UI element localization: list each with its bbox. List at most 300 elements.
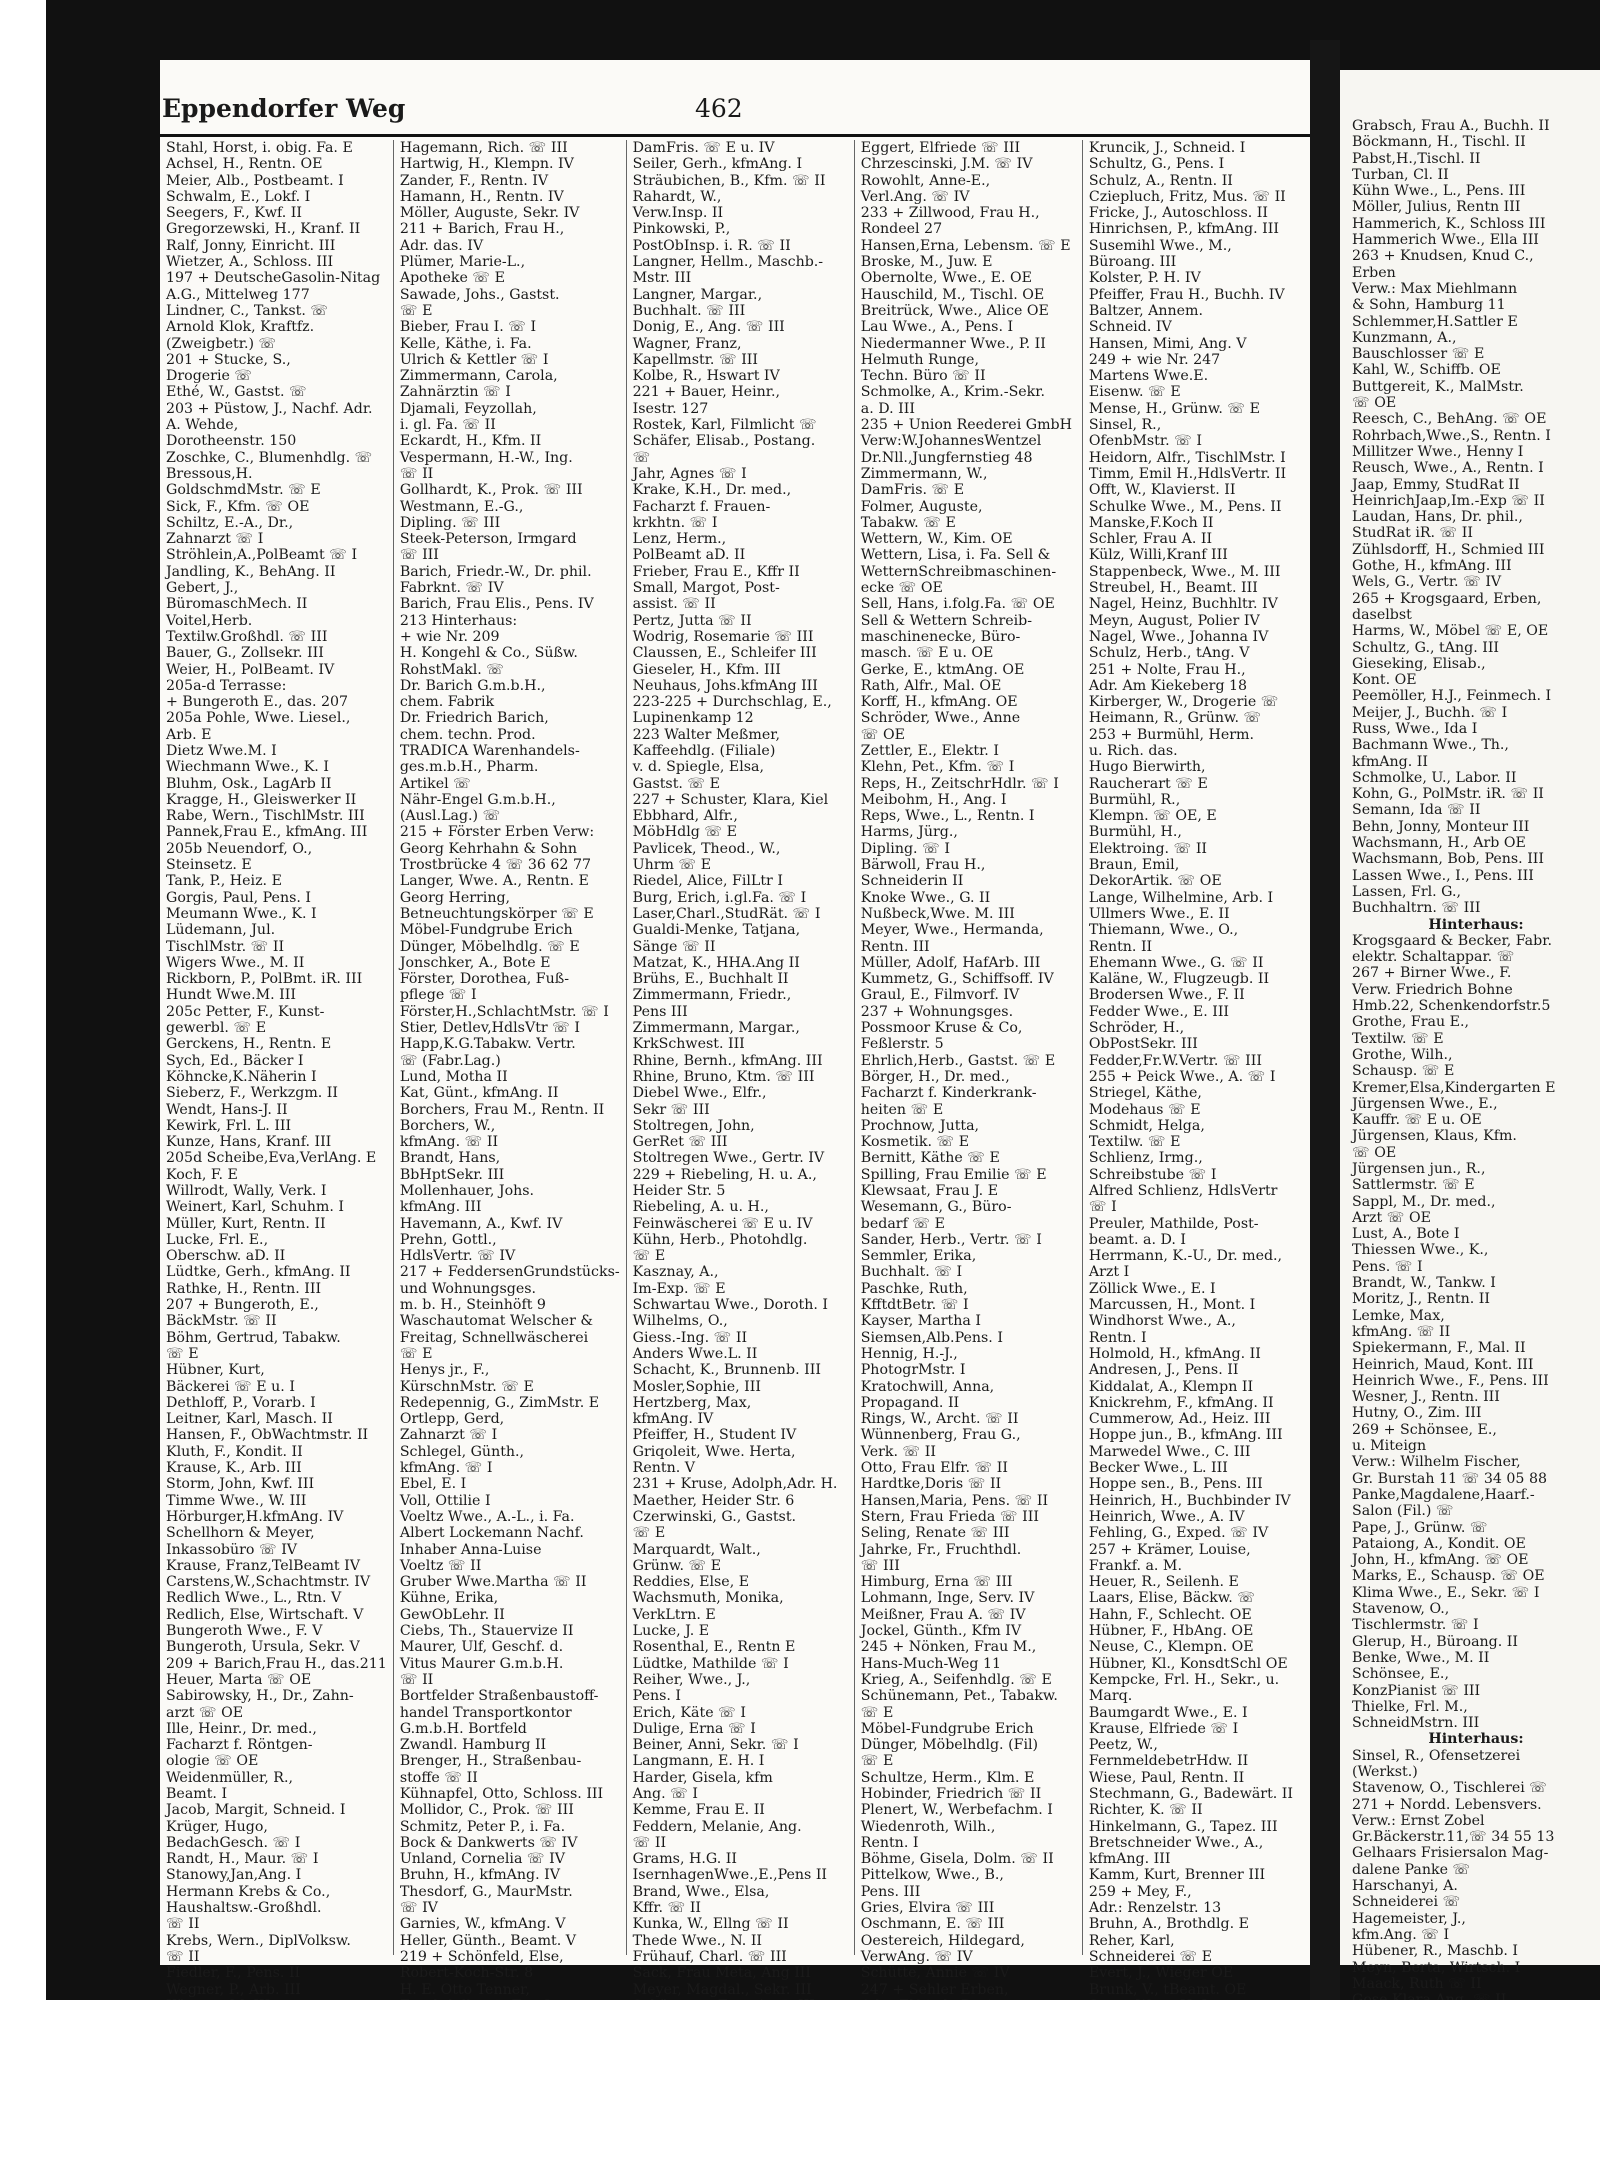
directory-entry: Kummetz, G., Schiffsoff. IV bbox=[860, 971, 1054, 988]
directory-entry: Dr. Friedrich Barich, bbox=[399, 710, 549, 727]
directory-entry: Sabirowsky, H., Dr., Zahn- bbox=[166, 1688, 354, 1705]
directory-entry: Hinrichsen, P., kfmAng. III bbox=[1088, 221, 1279, 238]
directory-entry: Gruber Wwe.Martha ☏ II bbox=[399, 1574, 587, 1591]
directory-entry: Oestereich, Hildegard, bbox=[860, 1932, 1025, 1949]
directory-entry: Semann, Ida ☏ II bbox=[1352, 802, 1481, 819]
directory-entry: Paschke, Ruth, bbox=[860, 1280, 968, 1297]
directory-entry: Burg, Erich, i.gl.Fa. ☏ I bbox=[632, 889, 807, 906]
directory-entry: Riedel, Alice, FilLtr I bbox=[632, 873, 783, 890]
directory-entry: Small, Margot, Post- bbox=[632, 580, 780, 597]
directory-entry: Eggert, Elfriede ☏ III bbox=[860, 140, 1021, 156]
directory-entry: Hübener, R., Maschb. I bbox=[1352, 1943, 1519, 1960]
directory-entry: Windhorst Wwe., A., bbox=[1088, 1313, 1236, 1330]
directory-entry: kfmAng. ☏ I bbox=[399, 1460, 493, 1477]
directory-entry: KrkSchwest. III bbox=[632, 1036, 745, 1053]
directory-entry: kfm.Ang. ☏ I bbox=[1352, 1926, 1450, 1943]
directory-entry: Gelhaars Frisiersalon Mag- bbox=[1352, 1845, 1549, 1862]
directory-entry: 247 + Sehler Erben, bbox=[860, 1981, 1009, 1998]
directory-entry: Himburg, Erna ☏ III bbox=[860, 1574, 1013, 1591]
directory-entry: Heuer, R., Seilenh. E bbox=[1088, 1574, 1239, 1591]
directory-entry: Tank, P., Heiz. E bbox=[166, 873, 282, 890]
directory-entry: ☏ III bbox=[860, 1557, 900, 1574]
directory-entry: Bauer, G., Zollsekr. III bbox=[166, 645, 324, 662]
directory-entry: Trostbrücke 4 ☏ 36 62 77 bbox=[399, 857, 592, 874]
directory-entry: Neuhaus, Johs.kfmAng III bbox=[632, 677, 818, 694]
directory-entry: Buchhaltrn. ☏ III bbox=[1352, 900, 1481, 917]
directory-entry: Lassen Wwe., I., Pens. III bbox=[1352, 867, 1534, 884]
directory-entry: Bungeroth Wwe., F. V bbox=[166, 1623, 323, 1640]
directory-entry: 215 + Förster Erben Verw: bbox=[399, 824, 595, 841]
directory-entry: chem. Fabrik bbox=[399, 694, 495, 711]
directory-entry: Schreibstube ☏ I bbox=[1088, 1166, 1217, 1183]
directory-page-left bbox=[160, 60, 1310, 1998]
directory-entry: ☏ E bbox=[632, 1525, 666, 1542]
directory-entry: Kffr. ☏ II bbox=[632, 1900, 702, 1917]
directory-entry: Henys jr., F., bbox=[399, 1362, 490, 1379]
directory-entry: Schmidt, Helga, bbox=[1088, 1117, 1205, 1134]
directory-entry: Klima Wwe., E., Sekr. ☏ I bbox=[1352, 1584, 1540, 1601]
directory-entry: Manske,F.Koch II bbox=[1088, 514, 1214, 531]
directory-entry: ☏ E bbox=[860, 1704, 894, 1721]
directory-entry: Kunzmann, A., bbox=[1352, 329, 1457, 346]
directory-entry: Gothe, H., kfmAng. III bbox=[1352, 558, 1512, 575]
directory-entry: Wendt, Hans-J. II bbox=[166, 1101, 288, 1118]
directory-entry: Schulz, Herb., tAng. V bbox=[1088, 645, 1250, 662]
directory-entry: Moritz, J., Rentn. II bbox=[1352, 1291, 1490, 1308]
directory-entry: Dünger, Möbelhdlg. ☏ E bbox=[399, 938, 580, 955]
directory-entry: Schacht, K., Brunnenb. III bbox=[632, 1362, 821, 1379]
directory-entry: Redlich Wwe., L., Rtn. V bbox=[166, 1590, 342, 1607]
directory-entry: Grabsch, Frau A., Buchh. II bbox=[1352, 118, 1550, 134]
directory-entry: Wels, G., Vertr. ☏ IV bbox=[1352, 574, 1502, 591]
directory-entry: Salon (Fil.) ☏ bbox=[1352, 1503, 1454, 1520]
directory-entry: ☏ II bbox=[399, 465, 434, 482]
directory-entry: Schütte, Annie ☏ IV bbox=[860, 1965, 1010, 1982]
directory-entry: Ciebs, Th., Stauervize II bbox=[399, 1623, 574, 1640]
directory-entry: 233 + Zillwood, Frau H., bbox=[860, 205, 1040, 222]
directory-entry: Kamm, Kurt, Brenner III bbox=[1088, 1867, 1266, 1884]
directory-entry: SchneidMstrn. III bbox=[1352, 1715, 1480, 1732]
directory-entry: Breitrück, Wwe., Alice OE bbox=[860, 302, 1049, 319]
directory-entry: StudRat iR. ☏ II bbox=[1352, 525, 1474, 542]
directory-entry: Thiessen Wwe., K., bbox=[1352, 1242, 1489, 1259]
directory-entry: Arzt ☏ OE bbox=[1352, 1209, 1431, 1226]
directory-entry: Schwartau Wwe., Doroth. I bbox=[632, 1297, 829, 1314]
directory-entry: Adr.: Renzelstr. 13 bbox=[1088, 1900, 1222, 1917]
directory-entry: Hauschild, M., Tischl. OE bbox=[860, 286, 1045, 303]
directory-entry: Schneiderei ☏ bbox=[1352, 1894, 1461, 1911]
directory-entry: Heimann, R., Grünw. ☏ bbox=[1088, 710, 1262, 727]
directory-entry: Stier, Detlev,HdlsVtr ☏ I bbox=[399, 1020, 581, 1037]
directory-entry: Havemann, A., Kwf. IV bbox=[399, 1215, 563, 1232]
directory-entry: Tabakw. ☏ E bbox=[860, 514, 956, 531]
directory-entry: Behn, Jonny, Monteur III bbox=[1352, 818, 1530, 835]
directory-entry: Seiler, Gerh., kfmAng. I bbox=[632, 156, 803, 173]
directory-entry: Hammerich, K., Schloss III bbox=[1352, 215, 1546, 232]
directory-entry: Harschanyi, A. bbox=[1352, 1878, 1458, 1895]
directory-entry: Verw.: Wilhelm Fischer, bbox=[1352, 1454, 1521, 1471]
directory-entry: a. D. III bbox=[860, 400, 915, 417]
directory-entry: ☏ E bbox=[860, 1753, 894, 1770]
directory-entry: Weinert, Karl, Schuhm. I bbox=[166, 1199, 344, 1216]
directory-entry: Grams, H.G. II bbox=[632, 1851, 737, 1868]
directory-entry: Zoschke, C., Blumenhdlg. ☏ bbox=[166, 449, 373, 466]
directory-entry: Schlemmer,H.Sattler E bbox=[1352, 313, 1518, 330]
directory-entry: Pens. ☏ I bbox=[1352, 1258, 1423, 1275]
directory-entry: Plenert, W., Werbefachm. I bbox=[860, 1802, 1053, 1819]
directory-entry: Neuse, C., Klempn. OE bbox=[1088, 1639, 1254, 1656]
directory-entry: Kosmetik. ☏ E bbox=[860, 1134, 970, 1151]
directory-entry: A.G., Mittelweg 177 bbox=[166, 286, 310, 303]
directory-entry: Fehling, G., Exped. ☏ IV bbox=[1088, 1525, 1269, 1542]
directory-entry: Wigers Wwe., M. II bbox=[166, 954, 305, 971]
directory-entry: Reps, H., ZeitschrHdlr. ☏ I bbox=[860, 775, 1059, 792]
directory-entry: Hinkelmann, G., Tapez. III bbox=[1088, 1818, 1278, 1835]
directory-entry: Frankf. a. M. bbox=[1088, 1557, 1182, 1574]
directory-entry: Schröder, H., bbox=[1088, 1020, 1185, 1037]
directory-entry: Raucherart ☏ E bbox=[1088, 775, 1208, 792]
directory-entry: Barich, Friedr.-W., Dr. phil. bbox=[399, 563, 592, 580]
directory-entry: Wiechmann Wwe., K. I bbox=[166, 759, 329, 776]
directory-entry: Rath, Alfr., Mal. OE bbox=[860, 677, 1002, 694]
directory-entry: Diebel Wwe., Elfr., bbox=[632, 1085, 767, 1102]
directory-entry: Maack, Ruth ☏ II bbox=[1352, 1975, 1482, 1992]
directory-entry: Gr.Bäckerstr.11,☏ 34 55 13 bbox=[1352, 1829, 1555, 1846]
page-number: 462 bbox=[695, 94, 743, 123]
directory-entry: u. Rich. das. bbox=[1088, 742, 1178, 759]
directory-entry: Hagemeister, J., bbox=[1352, 1910, 1466, 1927]
directory-entry: Ullmers Wwe., E. II bbox=[1088, 905, 1230, 922]
directory-entry: Schäfer, Elisab., Postang. bbox=[632, 433, 816, 450]
directory-entry: Borchers, W., bbox=[399, 1117, 496, 1134]
directory-entry: Hansen,Erna, Lebensm. ☏ E bbox=[860, 237, 1071, 254]
directory-entry: Schneiderin II bbox=[860, 873, 964, 890]
directory-entry: Russ, Wwe., Ida I bbox=[1352, 720, 1478, 737]
directory-entry: BedachGesch. ☏ I bbox=[166, 1834, 301, 1851]
directory-entry: Gieseking, Elisab., bbox=[1352, 655, 1486, 672]
directory-entry: Böckmann, H., Tischl. II bbox=[1352, 134, 1526, 151]
directory-entry: Marquardt, Walt., bbox=[632, 1541, 761, 1558]
directory-entry: Waschautomat Welscher & bbox=[399, 1313, 593, 1330]
directory-entry: 235 + Union Reederei GmbH bbox=[860, 417, 1072, 434]
directory-entry: Uhrm ☏ E bbox=[632, 857, 712, 874]
directory-entry: Dorotheenstr. 150 bbox=[166, 433, 297, 450]
directory-entry: Bock & Dankwerts ☏ IV bbox=[399, 1834, 578, 1851]
directory-entry: krkhtn. ☏ I bbox=[632, 514, 718, 531]
directory-entry: Schausp. ☏ E bbox=[1352, 1063, 1455, 1080]
directory-entry: Sieberz, F., Werkzgm. II bbox=[166, 1085, 339, 1102]
directory-entry: Möller, Julius, Rentn III bbox=[1352, 199, 1521, 216]
directory-entry: Zahnarzt ☏ I bbox=[399, 1427, 498, 1444]
directory-entry: Stoltregen, John, bbox=[632, 1117, 755, 1134]
directory-entry: Dipling. ☏ I bbox=[860, 840, 950, 857]
directory-entry: ☏ OE bbox=[1352, 395, 1397, 412]
directory-entry: Kapellmstr. ☏ III bbox=[632, 351, 759, 368]
directory-entry: Steek-Peterson, Irmgard bbox=[399, 531, 577, 548]
directory-entry: 257 + Krämer, Louise, bbox=[1088, 1541, 1251, 1558]
directory-entry: Randt, H., Maur. ☏ I bbox=[166, 1851, 319, 1868]
directory-entry: Knickrehm, F., kfmAng. II bbox=[1088, 1394, 1274, 1411]
directory-entry: Hagemann, Rich. ☏ III bbox=[399, 140, 568, 156]
directory-entry: TischlMstr. ☏ II bbox=[166, 938, 285, 955]
directory-entry: Krebs, Wern., DiplVolksw. bbox=[166, 1932, 351, 1949]
directory-entry: Bungeroth, Ursula, Sekr. V bbox=[166, 1639, 360, 1656]
directory-entry: Harms, Jürg., bbox=[860, 824, 958, 841]
directory-entry: Eckardt, H., Kfm. II bbox=[399, 433, 542, 450]
directory-entry: Chrzescinski, J.M. ☏ IV bbox=[860, 156, 1033, 173]
directory-entry: Hansen, Mimi, Ang. V bbox=[1088, 335, 1247, 352]
directory-entry: Meibohm, H., Ang. I bbox=[860, 791, 1007, 808]
directory-entry: Rentn. II bbox=[1088, 938, 1153, 955]
directory-entry: Kirberger, W., Drogerie ☏ bbox=[1088, 694, 1279, 711]
directory-entry: Klewsaat, Frau J. E bbox=[860, 1183, 999, 1199]
directory-entry: Ströhlein,A.,PolBeamt ☏ I bbox=[166, 547, 358, 564]
directory-entry: Vitus Maurer G.m.b.H. bbox=[399, 1655, 564, 1672]
directory-entry: ☏ II bbox=[399, 1671, 434, 1688]
directory-entry: Kruncik, J., Schneid. I bbox=[1088, 140, 1246, 156]
directory-entry: v. d. Spiegle, Elsa, bbox=[632, 759, 765, 776]
directory-entry: heiten ☏ E bbox=[860, 1101, 944, 1118]
directory-entry: Peetz, W., bbox=[1088, 1737, 1158, 1754]
directory-entry: Georg Kehrhahn & Sohn bbox=[399, 840, 578, 857]
directory-entry: Pabst,H.,Tischl. II bbox=[1352, 150, 1481, 167]
directory-entry: Ulrich & Kettler ☏ I bbox=[399, 351, 549, 368]
directory-entry: Obernolte, Wwe., E. OE bbox=[860, 270, 1033, 287]
directory-entry: Spiekermann, F., Mal. II bbox=[1352, 1340, 1526, 1357]
directory-entry: Stappenbeck, Wwe., M. III bbox=[1088, 563, 1281, 580]
directory-entry: Rings, W., Archt. ☏ II bbox=[860, 1411, 1019, 1428]
directory-entry: Schmolke, A., Krim.-Sekr. bbox=[860, 384, 1046, 401]
directory-entry: Jacob, Margit, Schneid. I bbox=[166, 1802, 346, 1819]
directory-entry: Timme Wwe., W. III bbox=[166, 1492, 307, 1509]
directory-entry: Sawade, Johs., Gastst. bbox=[399, 286, 560, 303]
directory-entry: Fricke, J., Autoschloss. II bbox=[1088, 205, 1268, 222]
directory-entry: ☏ II bbox=[632, 1834, 667, 1851]
directory-entry: Hertzberg, Max, bbox=[632, 1394, 752, 1411]
directory-entry: Kont. OE bbox=[1352, 672, 1417, 689]
directory-entry: Förster, Dorothea, Fuß- bbox=[399, 971, 570, 988]
directory-entry: Frühauf, Charl. ☏ III bbox=[632, 1948, 787, 1965]
directory-entry: Offt, W., Klavierst. II bbox=[1088, 482, 1236, 499]
directory-entry: Wodrig, Rosemarie ☏ III bbox=[632, 628, 814, 645]
directory-entry: Rentn. I bbox=[860, 1834, 919, 1851]
directory-entry: Jürgensen Wwe., E., bbox=[1352, 1095, 1498, 1112]
directory-entry: 245 + Nönken, Frau M., bbox=[860, 1639, 1037, 1656]
directory-entry: Knoke Wwe., G. II bbox=[860, 889, 991, 906]
directory-entry: Stoltregen Wwe., Gertr. IV bbox=[632, 1150, 825, 1167]
directory-entry: 209 + Barich,Frau H., das.211 bbox=[166, 1655, 387, 1672]
directory-entry: Hardtke,Doris ☏ II bbox=[860, 1476, 1002, 1493]
directory-entry: Herrmann, K.-U., Dr. med., bbox=[1088, 1248, 1283, 1265]
directory-entry: Lupinenkamp 12 bbox=[632, 710, 754, 727]
directory-entry: ☏ II bbox=[166, 1948, 200, 1965]
directory-entry: Seegers, F., Kwf. II bbox=[166, 205, 302, 222]
directory-entry: Erich, Käte ☏ I bbox=[632, 1704, 746, 1721]
directory-entry: Bretschneider Wwe., A., bbox=[1088, 1834, 1264, 1851]
directory-entry: Lüdemann, Jul. bbox=[166, 922, 276, 939]
directory-entry: Sinsel, R., bbox=[1088, 417, 1162, 434]
directory-entry: Pfeiffer, Frau H., Buchh. IV bbox=[1088, 286, 1285, 303]
directory-entry: Kaffeehdlg. (Filiale) bbox=[632, 742, 776, 759]
directory-entry: Grünw. ☏ E bbox=[632, 1557, 722, 1574]
directory-entry: Böhme, Gisela, Dolm. ☏ II bbox=[860, 1851, 1054, 1868]
directory-entry: Nagel, Wwe., Johanna IV bbox=[1088, 628, 1269, 645]
directory-entry: Burmühl, H., bbox=[1088, 824, 1182, 841]
directory-entry: Möbel-Fundgrube Erich bbox=[399, 922, 573, 939]
directory-entry: Heinrich, H., Buchbinder IV bbox=[1088, 1492, 1291, 1509]
directory-entry: Westmann, E.-G., bbox=[399, 498, 524, 515]
directory-entry: Lange, Wilhelmine, Arb. I bbox=[1088, 889, 1274, 906]
directory-entry: Schwalm, E., Lokf. I bbox=[166, 188, 311, 205]
directory-entry: Thede Wwe., N. II bbox=[632, 1932, 763, 1949]
directory-entry: Schönsee, E., bbox=[1352, 1666, 1449, 1683]
directory-entry: 217 + FeddersenGrundstücks- bbox=[399, 1264, 620, 1281]
directory-entry: GoldschmdMstr. ☏ E bbox=[166, 482, 321, 499]
directory-entry: Millitzer Wwe., Henny I bbox=[1352, 443, 1524, 460]
directory-entry: Beiner, Anni, Sekr. ☏ I bbox=[632, 1737, 799, 1754]
directory-entry: Redlich, Else, Wirtschaft. V bbox=[166, 1606, 364, 1623]
directory-entry: Dr. Barich G.m.b.H., bbox=[399, 677, 546, 694]
directory-entry: Laser,Charl.,StudRät. ☏ I bbox=[632, 905, 821, 922]
directory-entry: Möller, Auguste, Sekr. IV bbox=[399, 205, 580, 222]
directory-entry: Andresen, J., Pens. II bbox=[1088, 1362, 1239, 1379]
directory-entry: WetternSchreibmaschinen- bbox=[860, 563, 1057, 580]
directory-entry: Sick, F., Kfm. ☏ OE bbox=[166, 498, 310, 515]
directory-entry: Cummerow, Ad., Heiz. III bbox=[1088, 1411, 1271, 1428]
directory-entry: Krause, K., Arb. III bbox=[166, 1460, 302, 1477]
directory-entry: Sekr ☏ III bbox=[632, 1101, 710, 1118]
directory-entry: Pertz, Jutta ☏ II bbox=[632, 612, 752, 629]
directory-entry: Ehemann Wwe., G. ☏ II bbox=[1088, 954, 1264, 971]
directory-entry: Holmold, H., kfmAng. II bbox=[1088, 1345, 1261, 1362]
directory-entry: Ralf, Jonny, Einricht. III bbox=[166, 237, 336, 254]
directory-entry: Reusch, Wwe., A., Rentn. I bbox=[1352, 460, 1544, 477]
directory-entry: Krause, Elfriede ☏ I bbox=[1088, 1720, 1239, 1737]
directory-entry: Wilhelms, O., bbox=[632, 1313, 728, 1330]
directory-entry: Becker Wwe., L. III bbox=[1088, 1460, 1228, 1477]
directory-entry: Jürgensen jun., R., bbox=[1352, 1161, 1486, 1177]
directory-entry: Kolster, P. H. IV bbox=[1088, 270, 1201, 287]
directory-entry: VerkLtrn. E bbox=[632, 1606, 716, 1623]
directory-entry: 213 Hinterhaus: bbox=[399, 612, 518, 629]
page-margin-left bbox=[0, 0, 46, 2177]
directory-entry: Adr. Am Kiekeberg 18 bbox=[1088, 677, 1248, 694]
directory-entry: IsernhagenWwe.,E.,Pens II bbox=[632, 1867, 828, 1884]
directory-entry: 205b Neuendorf, O., bbox=[166, 840, 313, 857]
directory-entry: masch. ☏ E u. OE bbox=[860, 645, 994, 662]
directory-entry: pflege ☏ I bbox=[399, 987, 477, 1004]
directory-entry: Schler, Frau A. II bbox=[1088, 531, 1213, 548]
street-title: Eppendorfer Weg bbox=[162, 94, 406, 123]
directory-entry: 227 + Schuster, Klara, Kiel bbox=[632, 791, 829, 808]
directory-entry: Zahnarzt ☏ I bbox=[166, 531, 264, 548]
directory-entry: 255 + Peick Wwe., A. ☏ I bbox=[1088, 1068, 1276, 1085]
directory-entry: Oberschw. aD. II bbox=[166, 1248, 286, 1265]
directory-entry: Kewirk, Frl. L. III bbox=[166, 1117, 292, 1134]
directory-entry: Bruhn, A., Brothdlg. E bbox=[1088, 1916, 1249, 1933]
directory-entry: Hugo Bierwirth, bbox=[1088, 759, 1206, 776]
directory-entry: Börger, H., Dr. med., bbox=[860, 1068, 1010, 1085]
directory-entry: Oschmann, E. ☏ III bbox=[860, 1916, 1005, 1933]
directory-entry: Kühn Wwe., L., Pens. III bbox=[1352, 183, 1526, 200]
directory-entry: Bäckerei ☏ E u. I bbox=[166, 1378, 295, 1395]
directory-entry: Baltzer, Annem. bbox=[1088, 302, 1203, 319]
directory-entry: kfmAng. III bbox=[399, 1199, 482, 1216]
directory-entry: Marq. bbox=[1088, 1688, 1133, 1705]
directory-entry: Brand, Wwe., Elsa, bbox=[632, 1883, 770, 1900]
directory-entry: Panke,Magdalene,Haarf.- bbox=[1352, 1486, 1535, 1503]
directory-entry: Schiltz, E.-A., Dr., bbox=[166, 514, 294, 531]
directory-entry: Sträubichen, B., Kfm. ☏ II bbox=[632, 172, 826, 189]
directory-entry: Laars, Elise, Bäckw. ☏ bbox=[1088, 1590, 1256, 1607]
directory-entry: Pfeiffer, H., Student IV bbox=[632, 1427, 797, 1444]
directory-entry: Facharzt f. Röntgen- bbox=[166, 1737, 313, 1754]
directory-entry: Alfred Schlienz, HdlsVertr bbox=[1088, 1183, 1278, 1199]
directory-entry: Langer, Wwe. A., Rentn. E bbox=[399, 873, 589, 890]
directory-entry: Ille, Heinr., Dr. med., bbox=[166, 1720, 317, 1737]
directory-entry: Sell, Hans, i.folg.Fa. ☏ OE bbox=[860, 596, 1055, 613]
directory-entry: Hübner, Kl., KonsdtSchl OE bbox=[1088, 1655, 1288, 1672]
directory-entry: HeinrichJaap,Im.-Exp ☏ II bbox=[1352, 492, 1545, 509]
directory-entry: Timm, Emil H.,HdlsVertr. II bbox=[1088, 465, 1287, 482]
directory-entry: GewObLehr. II bbox=[399, 1606, 505, 1623]
directory-entry: Broske, M., Juw. E bbox=[860, 254, 993, 271]
directory-entry: Zimmermann, W., bbox=[860, 465, 988, 482]
directory-entry: Gerke, E., ktmAng. OE bbox=[860, 661, 1025, 678]
directory-entry: Kremer,Elsa,Kindergarten E bbox=[1352, 1079, 1556, 1096]
directory-entry: Gr. Burstah 11 ☏ 34 05 88 bbox=[1352, 1470, 1548, 1487]
directory-entry: 231 + Kruse, Adolph,Adr. H. bbox=[632, 1476, 838, 1493]
directory-entry: ☏ E bbox=[399, 1345, 433, 1362]
directory-entry: Rohrbach,Wwe.,S., Rentn. I bbox=[1352, 427, 1551, 444]
directory-entry: Frieber, Frau E., Kffr II bbox=[632, 563, 800, 580]
directory-entry: Kemme, Frau E. II bbox=[632, 1802, 765, 1819]
directory-entry: Heider Str. 5 bbox=[632, 1183, 726, 1199]
directory-entry: Schlienz, Irmg., bbox=[1088, 1150, 1203, 1167]
directory-entry: BäckMstr. ☏ II bbox=[166, 1313, 277, 1330]
directory-entry: Lohmann, Inge, Serv. IV bbox=[860, 1590, 1035, 1607]
directory-entry: Sack, Frau Meta, Ang III bbox=[632, 1965, 812, 1982]
directory-entry: Hinterhaus: bbox=[1428, 916, 1524, 933]
directory-entry: Jahr, Agnes ☏ I bbox=[632, 465, 747, 482]
directory-entry: DekorArtik. ☏ OE bbox=[1088, 873, 1222, 890]
directory-entry: Ebel, E. I bbox=[399, 1476, 467, 1493]
directory-entry: Dipling. ☏ III bbox=[399, 514, 501, 531]
directory-entry: Verw.: Ernst Zobel bbox=[1352, 1812, 1485, 1829]
directory-entry: Hermann Krebs & Co., bbox=[166, 1883, 331, 1900]
directory-entry: Rhine, Bruno, Ktm. ☏ III bbox=[632, 1068, 815, 1085]
directory-entry: 221 + Bauer, Heinr., bbox=[632, 384, 780, 401]
directory-entry: assist. ☏ II bbox=[632, 596, 716, 613]
directory-entry: Mollidor, C., Prok. ☏ III bbox=[399, 1802, 574, 1819]
directory-entry: Wegner, P., Arb. III bbox=[166, 1981, 301, 1998]
directory-entry: 259 + Mey, F., bbox=[1088, 1883, 1192, 1900]
directory-entry: Korff, H., kfmAng. OE bbox=[860, 694, 1018, 711]
directory-entry: Zühlsdorff, H., Schmied III bbox=[1352, 541, 1545, 558]
directory-entry: Verw. Friedrich Bohne bbox=[1352, 981, 1513, 998]
column-5 bbox=[1082, 140, 1310, 1998]
directory-entry: Brandt, W., Tankw. I bbox=[1352, 1275, 1496, 1292]
directory-entry: H. E. Otto Tenner, bbox=[399, 1981, 530, 1998]
directory-entry: Robert-Koch-Str. 8 bbox=[399, 1965, 534, 1982]
directory-entry: OfenbMstr. ☏ I bbox=[1088, 433, 1202, 450]
directory-entry: Bärwoll, Frau H., bbox=[860, 857, 986, 874]
directory-entry: Kragge, H., Gleiswerker II bbox=[166, 791, 357, 808]
directory-entry: 201 + Stucke, S., bbox=[166, 351, 291, 368]
directory-entry: Prehn, Gottl., bbox=[399, 1231, 497, 1248]
directory-entry: Semmler, Erika, bbox=[860, 1248, 977, 1265]
directory-entry: Mosler,Sophie, III bbox=[632, 1378, 761, 1395]
